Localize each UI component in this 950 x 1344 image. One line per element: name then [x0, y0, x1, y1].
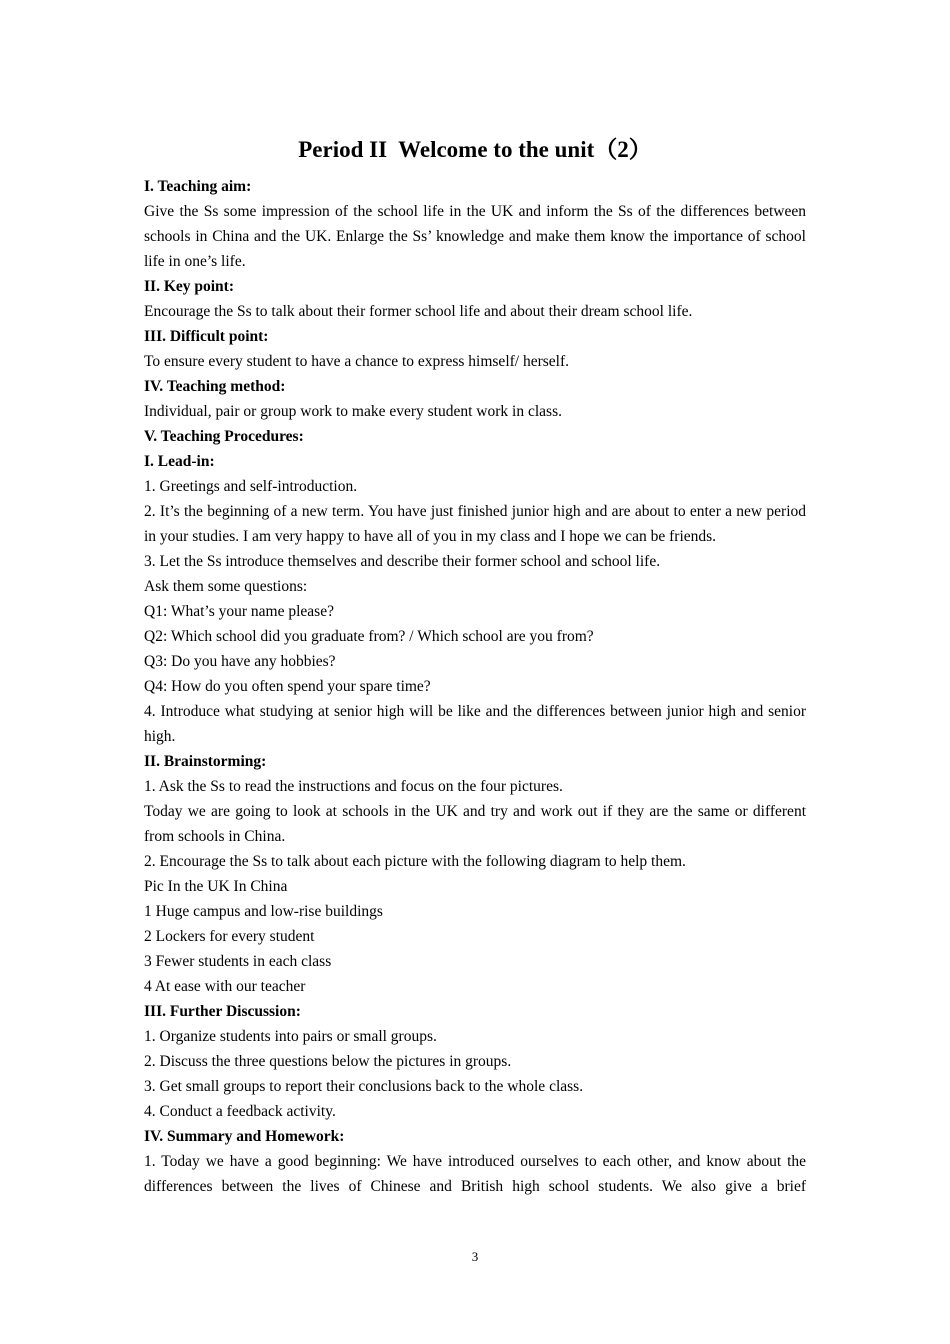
brainstorming-item: Today we are going to look at schools in the UK and try and work out if they are the same or different from schools in China. — [144, 803, 806, 845]
diagram-row: 2 Lockers for every student — [144, 928, 315, 945]
page-number: 3 — [471, 1249, 479, 1264]
teaching-aim-heading: I. Teaching aim: — [144, 178, 252, 195]
diagram-row: 4 At ease with our teacher — [144, 978, 306, 995]
further-discussion-heading: III. Further Discussion: — [144, 1003, 301, 1020]
difficult-point-text: To ensure every student to have a chance to express himself/ herself. — [144, 353, 570, 370]
lead-in-question: Q4: How do you often spend your spare time? — [144, 678, 431, 695]
summary-item: 1. Today we have a good beginning: We have introduced ourselves to each other, and know about the differences between the lives of Chinese and British high school students. We also give a brief — [144, 1153, 806, 1195]
key-point-heading: II. Key point: — [144, 278, 234, 295]
key-point-text: Encourage the Ss to talk about their former school life and about their dream school life. — [144, 303, 693, 320]
lead-in-item: 2. It’s the beginning of a new term. You have just finished junior high and are about to enter a new period in your studies. I am very happy to have all of you in my class and I hope we can be friends. — [144, 503, 806, 545]
lead-in-heading: I. Lead-in: — [144, 453, 215, 470]
lead-in-question: Q3: Do you have any hobbies? — [144, 653, 336, 670]
lead-in-item: 4. Introduce what studying at senior high will be like and the differences between junior high and senior high. — [144, 703, 806, 745]
difficult-point-heading: III. Difficult point: — [144, 328, 269, 345]
lead-in-question: Q1: What’s your name please? — [144, 603, 334, 620]
brainstorming-heading: II. Brainstorming: — [144, 753, 267, 770]
lead-in-item: 3. Let the Ss introduce themselves and describe their former school and school life. — [144, 553, 661, 570]
teaching-method-heading: IV. Teaching method: — [144, 378, 286, 395]
document-page — [144, 136, 806, 1199]
further-discussion-item: 2. Discuss the three questions below the pictures in groups. — [144, 1053, 512, 1070]
summary-heading: IV. Summary and Homework: — [144, 1128, 345, 1145]
diagram-row: 1 Huge campus and low-rise buildings — [144, 903, 383, 920]
page-title: Period II Welcome to the unit（2） — [298, 137, 652, 162]
diagram-row: 3 Fewer students in each class — [144, 953, 332, 970]
procedures-heading: V. Teaching Procedures: — [144, 428, 304, 445]
brainstorming-item: 1. Ask the Ss to read the instructions and focus on the four pictures. — [144, 778, 563, 795]
brainstorming-item: 2. Encourage the Ss to talk about each picture with the following diagram to help them. — [144, 853, 686, 870]
teaching-method-text: Individual, pair or group work to make every student work in class. — [144, 403, 562, 420]
diagram-header-row: Pic In the UK In China — [144, 878, 288, 895]
lead-in-item: 1. Greetings and self-introduction. — [144, 478, 358, 495]
lead-in-question: Q2: Which school did you graduate from? / Which school are you from? — [144, 628, 594, 645]
lead-in-item: Ask them some questions: — [144, 578, 308, 595]
further-discussion-item: 1. Organize students into pairs or small groups. — [144, 1028, 437, 1045]
further-discussion-item: 4. Conduct a feedback activity. — [144, 1103, 336, 1120]
teaching-aim-text: Give the Ss some impression of the school life in the UK and inform the Ss of the differences between schools in China and the UK. Enlarge the Ss’ knowledge and make them know the importance of school life in one’s life. — [144, 203, 806, 270]
further-discussion-item: 3. Get small groups to report their conclusions back to the whole class. — [144, 1078, 584, 1095]
